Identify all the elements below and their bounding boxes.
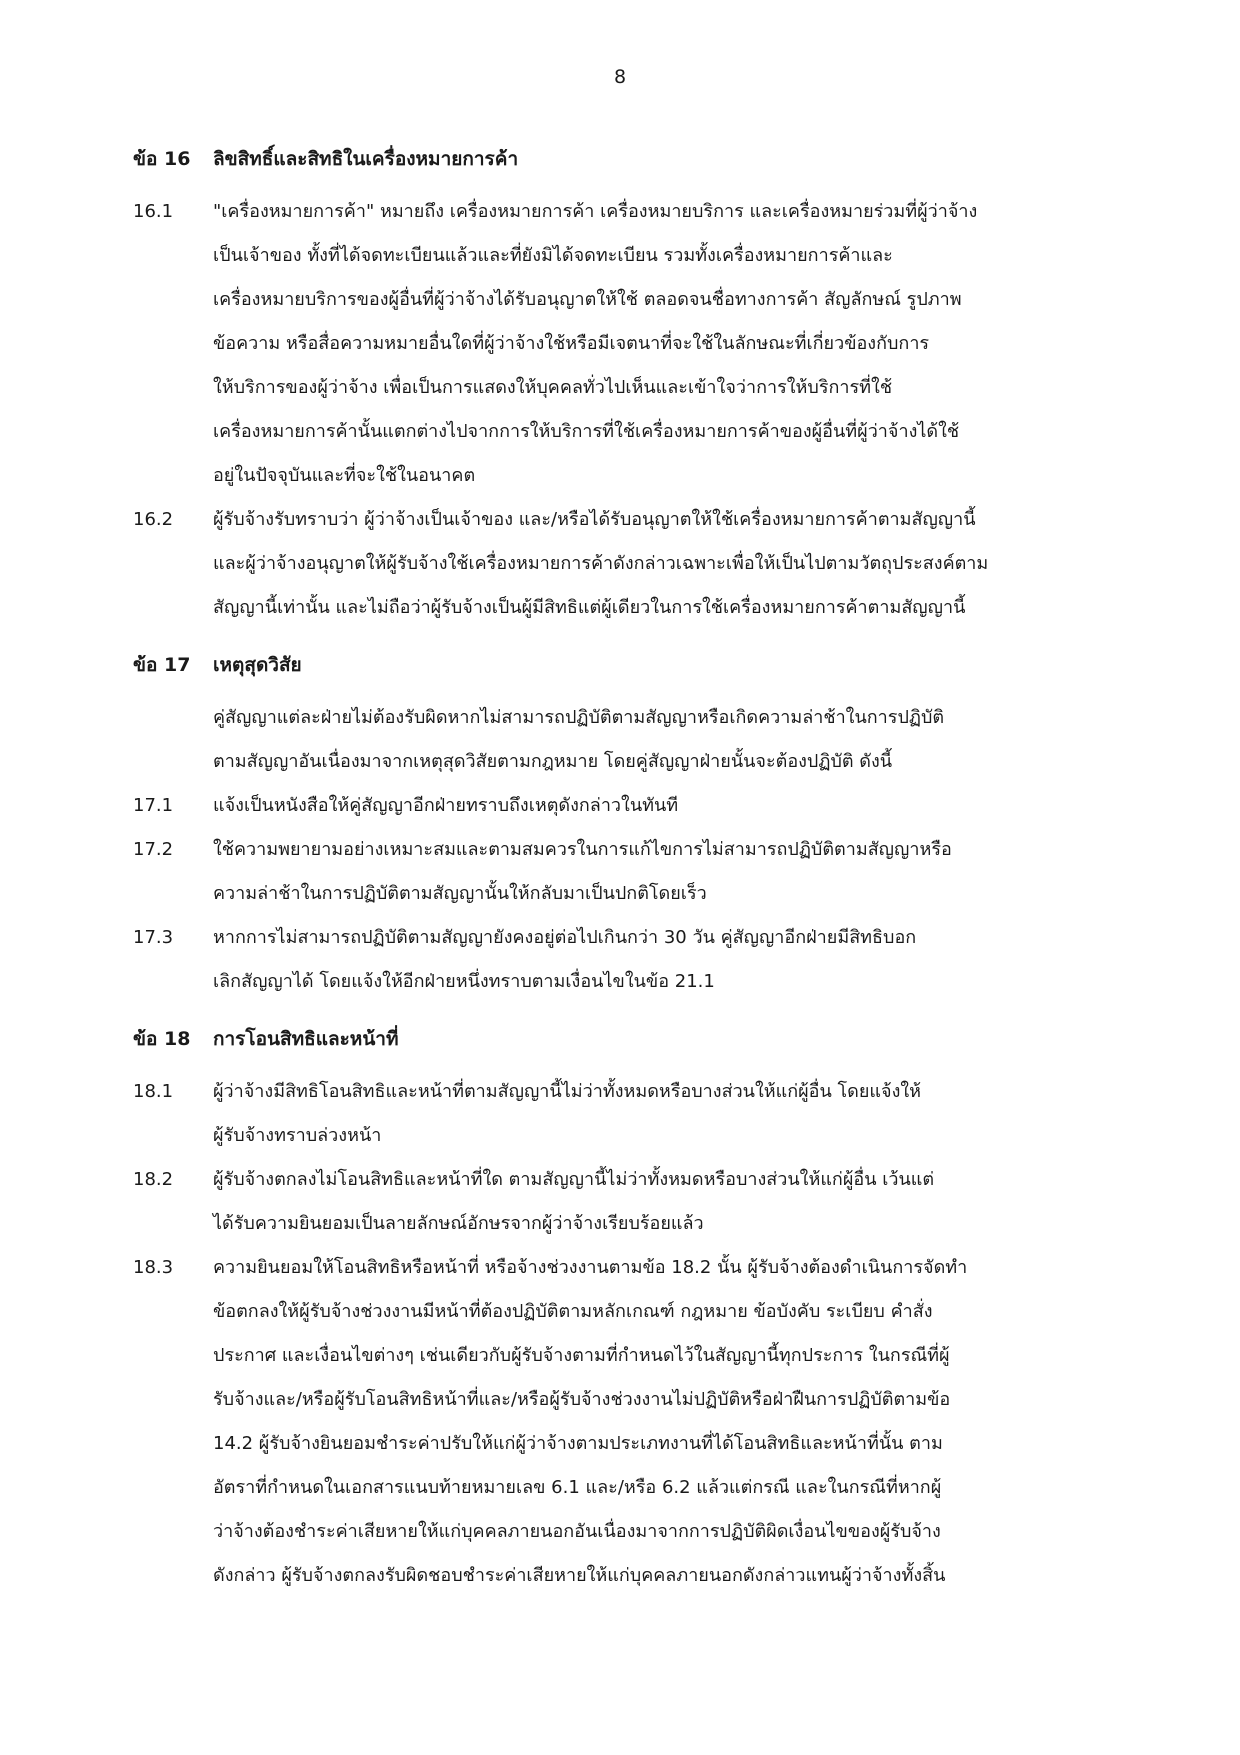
text-line: ตามสัญญาอันเนื่องมาจากเหตุสุดวิสัยตามกฎหมาย โดยคู่สัญญาฝ่ายนั้นจะต้องปฏิบัติ ดังนี้ [213, 751, 893, 772]
clause-text [213, 1158, 1113, 1246]
document-body [133, 138, 1113, 1598]
section-heading [133, 644, 1113, 686]
text-line: เป็นเจ้าของ ทั้งที่ได้จดทะเบียนแล้วและที่ยังมิได้จดทะเบียน รวมทั้งเครื่องหมายการค้าและ [213, 245, 893, 266]
clause-text [213, 190, 1113, 498]
text-line: ประกาศ และเงื่อนไขต่างๆ เช่นเดียวกับผู้รับจ้างตามที่กำหนดไว้ในสัญญานี้ทุกประการ ในกรณีที่ผู้ [213, 1345, 950, 1366]
text-line: ผู้รับจ้างทราบล่วงหน้า [213, 1125, 382, 1146]
section-number: ข้อ 18 [133, 1028, 191, 1050]
clause-16-1 [133, 190, 1113, 498]
clause-text [213, 1246, 1113, 1598]
text-line: ให้บริการของผู้ว่าจ้าง เพื่อเป็นการแสดงให้บุคคลทั่วไปเห็นและเข้าใจว่าการให้บริการที่ใช้ [213, 377, 893, 398]
clause-number: 17.1 [133, 795, 174, 816]
clause-17-3 [133, 916, 1113, 1004]
text-line: หากการไม่สามารถปฏิบัติตามสัญญายังคงอยู่ต่อไปเกินกว่า 30 วัน คู่สัญญาอีกฝ่ายมีสิทธิบอก [213, 927, 917, 948]
text-line: และผู้ว่าจ้างอนุญาตให้ผู้รับจ้างใช้เครื่องหมายการค้าดังกล่าวเฉพาะเพื่อให้เป็นไปตามวัตถุประสงค์ตาม [213, 553, 989, 574]
text-line: อัตราที่กำหนดในเอกสารแนบท้ายหมายเลข 6.1 และ/หรือ 6.2 แล้วแต่กรณี และในกรณีที่หากผู้ [213, 1477, 942, 1498]
clause-number: 16.1 [133, 201, 174, 222]
section-title: การโอนสิทธิและหน้าที่ [213, 1028, 399, 1050]
section-title: เหตุสุดวิสัย [213, 654, 302, 676]
text-line: เครื่องหมายการค้านั้นแตกต่างไปจากการให้บริการที่ใช้เครื่องหมายการค้าของผู้อื่นที่ผู้ว่าจ้างได้ใช้ [213, 421, 960, 442]
clause-18-2 [133, 1158, 1113, 1246]
clause-number: 17.3 [133, 927, 174, 948]
clause-text [213, 828, 1113, 916]
clause-text [213, 498, 1113, 630]
clause-text [213, 916, 1113, 1004]
text-line: คู่สัญญาแต่ละฝ่ายไม่ต้องรับผิดหากไม่สามารถปฏิบัติตามสัญญาหรือเกิดความล่าช้าในการปฏิบัติ [213, 707, 945, 728]
text-line: รับจ้างและ/หรือผู้รับโอนสิทธิหน้าที่และ/หรือผู้รับจ้างช่วงงานไม่ปฏิบัติหรือฝ่าฝืนการปฏิบัติตามข้อ [213, 1389, 951, 1410]
text-line: 14.2 ผู้รับจ้างยินยอมชำระค่าปรับให้แก่ผู้ว่าจ้างตามประเภทงานที่ได้โอนสิทธิและหน้าที่นั้น ตาม [213, 1433, 943, 1454]
clause-text [213, 1070, 1113, 1158]
text-line: "เครื่องหมายการค้า" หมายถึง เครื่องหมายการค้า เครื่องหมายบริการ และเครื่องหมายร่วมที่ผู้ว่าจ้าง [213, 201, 978, 222]
text-line: ดังกล่าว ผู้รับจ้างตกลงรับผิดชอบชำระค่าเสียหายให้แก่บุคคลภายนอกดังกล่าวแทนผู้ว่าจ้างทั้งสิ้น [213, 1565, 946, 1586]
text-line: ข้อตกลงให้ผู้รับจ้างช่วงงานมีหน้าที่ต้องปฏิบัติตามหลักเกณฑ์ กฎหมาย ข้อบังคับ ระเบียบ คำสั่ง [213, 1301, 933, 1322]
text-line: ผู้ว่าจ้างมีสิทธิโอนสิทธิและหน้าที่ตามสัญญานี้ไม่ว่าทั้งหมดหรือบางส่วนให้แก่ผู้อื่น โดยแจ้งให้ [213, 1081, 922, 1102]
clause-number: 17.2 [133, 839, 174, 860]
clause-18-3 [133, 1246, 1113, 1598]
text-line: แจ้งเป็นหนังสือให้คู่สัญญาอีกฝ่ายทราบถึงเหตุดังกล่าวในทันที [213, 795, 679, 816]
text-line: ผู้รับจ้างตกลงไม่โอนสิทธิและหน้าที่ใด ตามสัญญานี้ไม่ว่าทั้งหมดหรือบางส่วนให้แก่ผู้อื่น เว้นแต่ [213, 1169, 935, 1190]
text-line: ข้อความ หรือสื่อความหมายอื่นใดที่ผู้ว่าจ้างใช้หรือมีเจตนาที่จะใช้ในลักษณะที่เกี่ยวข้องกับการ [213, 333, 930, 354]
text-line: เลิกสัญญาได้ โดยแจ้งให้อีกฝ่ายหนึ่งทราบตามเงื่อนไขในข้อ 21.1 [213, 971, 715, 992]
section-heading [133, 138, 1113, 180]
clause-16-2 [133, 498, 1113, 630]
text-line: ความล่าช้าในการปฏิบัติตามสัญญานั้นให้กลับมาเป็นปกติโดยเร็ว [213, 883, 707, 904]
section-title: ลิขสิทธิ์และสิทธิในเครื่องหมายการค้า [213, 148, 519, 170]
text-line: ว่าจ้างต้องชำระค่าเสียหายให้แก่บุคคลภายนอกอันเนื่องมาจากการปฏิบัติผิดเงื่อนไขของผู้รับจ้าง [213, 1521, 941, 1542]
page-number: 8 [613, 66, 627, 88]
text-line: ได้รับความยินยอมเป็นลายลักษณ์อักษรจากผู้ว่าจ้างเรียบร้อยแล้ว [213, 1213, 704, 1234]
text-line: สัญญานี้เท่านั้น และไม่ถือว่าผู้รับจ้างเป็นผู้มีสิทธิแต่ผู้เดียวในการใช้เครื่องหมายการค้าตามสัญญานี้ [213, 597, 966, 618]
clause-number: 18.3 [133, 1257, 174, 1278]
section-number: ข้อ 16 [133, 148, 191, 170]
text-line: ผู้รับจ้างรับทราบว่า ผู้ว่าจ้างเป็นเจ้าของ และ/หรือได้รับอนุญาตให้ใช้เครื่องหมายการค้าตามสัญญานี้ [213, 509, 976, 530]
section-intro [133, 696, 1113, 784]
clause-number: 18.2 [133, 1169, 174, 1190]
text-line: อยู่ในปัจจุบันและที่จะใช้ในอนาคต [213, 465, 476, 486]
text-line: เครื่องหมายบริการของผู้อื่นที่ผู้ว่าจ้างได้รับอนุญาตให้ใช้ ตลอดจนชื่อทางการค้า สัญลักษณ์ รูปภาพ [213, 289, 962, 310]
clause-17-1 [133, 784, 1113, 828]
clause-18-1 [133, 1070, 1113, 1158]
section-number: ข้อ 17 [133, 654, 191, 676]
text-line: ความยินยอมให้โอนสิทธิหรือหน้าที่ หรือจ้างช่วงงานตามข้อ 18.2 นั้น ผู้รับจ้างต้องดำเนินการจัดทำ [213, 1257, 968, 1278]
clause-17-2 [133, 828, 1113, 916]
text-line: ใช้ความพยายามอย่างเหมาะสมและตามสมควรในการแก้ไขการไม่สามารถปฏิบัติตามสัญญาหรือ [213, 839, 952, 860]
clause-text [213, 784, 1113, 828]
section-heading [133, 1018, 1113, 1060]
clause-number: 16.2 [133, 509, 174, 530]
clause-number: 18.1 [133, 1081, 174, 1102]
